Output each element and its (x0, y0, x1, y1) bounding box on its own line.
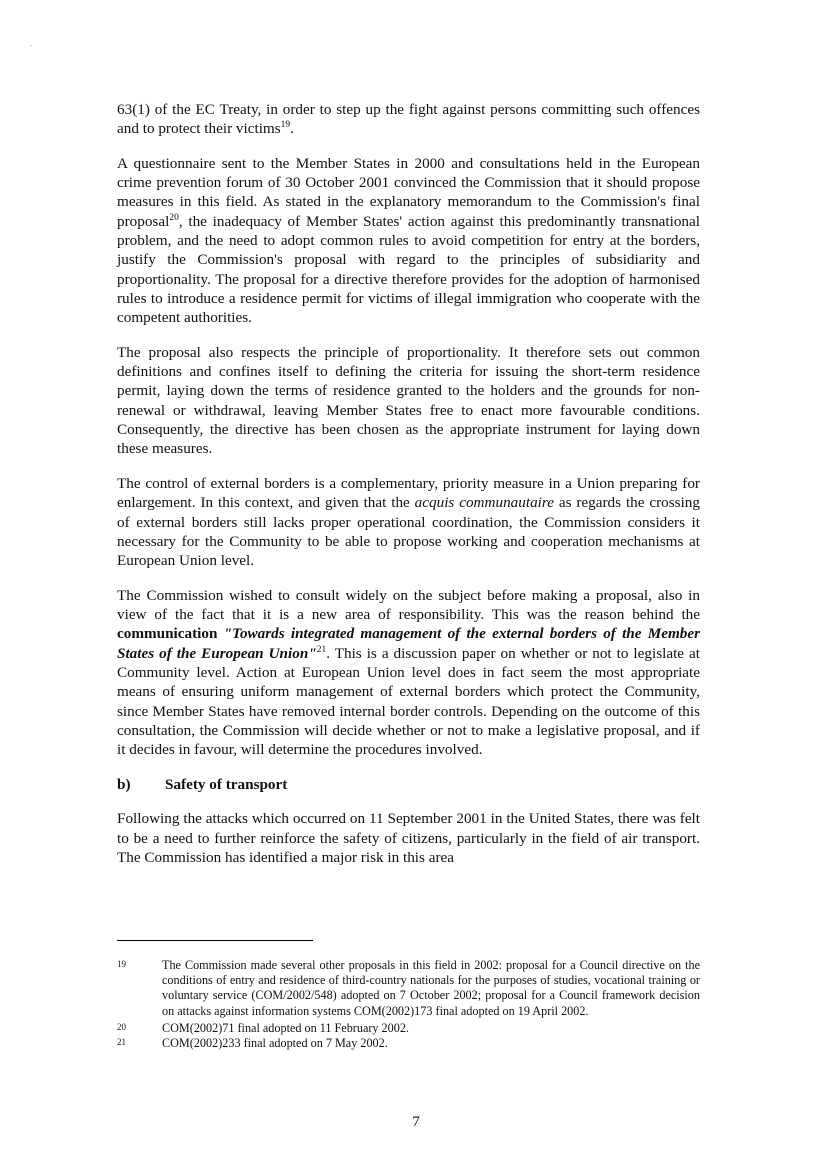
scan-speck: . (30, 38, 33, 48)
paragraph-5: The Commission wished to consult widely on the subject before making a proposal, also in view of the fact that it is a new area of responsibility. This was the reason behind the communication "Towards integrated management of the external borders of the Member States of the European Union"$^{21}$. This is a discussion paper on whether or not to legislate at Community level. Action at European Union level does in fact seem the most appropriate means of ensuring uniform management of external borders which protect the Community, since Member States have removed internal border controls. Depending on the outcome of this consultation, the Commission will decide whether or not to make a legislative proposal, and if it decides in favour, will determine the procedures involved. (117, 586, 701, 759)
section-number: b) (117, 775, 131, 793)
footnote-20 (117, 1021, 700, 1036)
footnote-21 (117, 1036, 700, 1051)
footnote-ref-20[interactable]: 20 (169, 212, 179, 223)
footnote-19 (117, 958, 700, 1019)
footnote-number: 20 (117, 1021, 126, 1032)
document-body (117, 100, 700, 882)
footnote-number: 21 (117, 1037, 126, 1048)
footnotes (117, 958, 700, 1051)
communication-title: "Towards integrated management of the external borders of the Member States of the European Union" (117, 625, 701, 662)
footnote-separator (117, 940, 313, 941)
section-heading (117, 775, 700, 794)
paragraph-3: The proposal also respects the principle of proportionality. It therefore sets out common definitions and confines itself to defining the criteria for issuing the short-term residence permit, laying down the terms of residence granted to the holders and the grounds for non-renewal or withdrawal, leaving Member States free to enact more favourable conditions. Consequently, the directive has been chosen as the appropriate instrument for laying down these measures. (117, 343, 700, 458)
paragraph-1: 63(1) of the EC Treaty, in order to step up the fight against persons committing such offences and to protect their victims$^{19}$. (117, 101, 700, 138)
footnote-number: 19 (117, 959, 126, 969)
page-number: 7 (412, 1113, 420, 1130)
paragraph-2: A questionnaire sent to the Member States in 2000 and consultations held in the European crime prevention forum of 30 October 2001 convinced the Commission that it should propose measures in this field. As stated in the explanatory memorandum to the Commission's final proposal$^{20}$, the inadequacy of Member States' action against this predominantly transnational problem, and the need to adopt common rules to avoid competition for entry at the borders, justify the Commission's proposal with regard to the principles of subsidiarity and proportionality. The proposal for a directive therefore provides for the adoption of harmonised rules to introduce a residence permit for victims of illegal immigration who cooperate with the competent authorities. (117, 154, 700, 327)
section-title: Safety of transport (165, 775, 288, 793)
paragraph-6: Following the attacks which occurred on 11 September 2001 in the United States, there was felt to be a need to further reinforce the safety of citizens, particularly in the field of air transport. The Commission has identified a major risk in this area (117, 810, 700, 866)
footnote-text: COM(2002)233 final adopted on 7 May 2002. (162, 1036, 388, 1051)
footnote-ref-19[interactable]: 19 (280, 120, 291, 131)
footnote-text: COM(2002)71 final adopted on 11 February 2002. (162, 1020, 409, 1035)
footnote-ref-21[interactable]: 21 (316, 644, 327, 655)
communication-bold: communication (117, 625, 224, 643)
paragraph-4: The control of external borders is a complementary, priority measure in a Union preparing for enlargement. In this context, and given that the acquis communautaire as regards the crossing of external borders still lacks proper operational coordination, the Commission considers it necessary for the Community to be able to propose working and cooperation mechanisms at European Union level. (117, 474, 700, 570)
acquis-italic: acquis communautaire (414, 494, 554, 512)
footnote-text: The Commission made several other proposals in this field in 2002: proposal for a Council directive on the conditions of entry and residence of third-country nationals for the purposes of studies, vocational training or voluntary service (COM/2002/548) adopted on 7 October 2002; proposal for a Council framework decision on attacks against information systems COM(2002)173 final adopted on 19 April 2002. (162, 958, 700, 1018)
